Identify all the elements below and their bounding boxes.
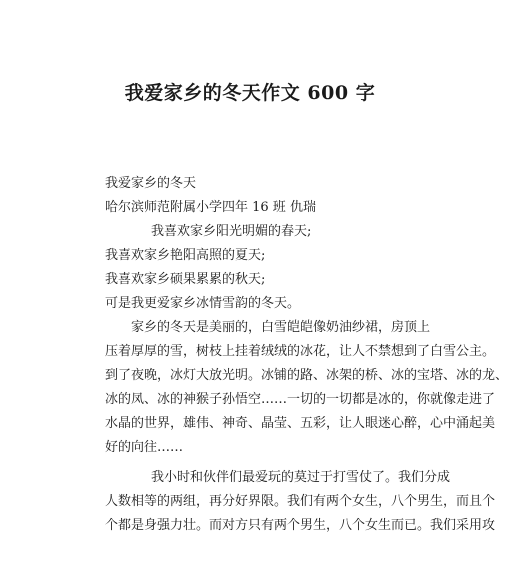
paragraph1-line: 到了夜晚，冰灯大放光明。冰铺的路、冰架的桥、冰的宝塔、冰的龙、 [105, 368, 508, 383]
header-line-title: 我爱家乡的冬天 [105, 176, 197, 191]
paragraph1-line: 家乡的冬天是美丽的，白雪皑皑像奶油纱裙，房顶上 [131, 320, 431, 335]
paragraph2-line: 个都是身强力壮。而对方只有两个男生，八个女生而已。我们采用攻 [105, 518, 496, 533]
poem-line-winter: 可是我更爱家乡冰情雪韵的冬天。 [105, 296, 301, 311]
paragraph1-line: 好的向往…… [105, 440, 184, 455]
paragraph1-line: 水晶的世界，雄伟、神奇、晶莹、五彩，让人眼迷心醉，心中涌起美 [105, 416, 496, 431]
paragraph2-line: 人数相等的两组，再分好界限。我们有两个女生，八个男生，而且个 [105, 494, 496, 509]
header-line-author: 哈尔滨师范附属小学四年 16 班 仇瑞 [105, 200, 316, 215]
poem-line-spring: 我喜欢家乡阳光明媚的春天; [151, 224, 312, 239]
document-title: 我爱家乡的冬天作文 600 字 [124, 82, 376, 104]
paragraph1-line: 冰的凤、冰的神猴子孙悟空……一切的一切都是冰的，你就像走进了 [105, 392, 496, 407]
paragraph2-line: 我小时和伙伴们最爱玩的莫过于打雪仗了。我们分成 [151, 470, 451, 485]
paragraph1-line: 压着厚厚的雪，树枝上挂着绒绒的冰花，让人不禁想到了白雪公主。 [105, 344, 496, 359]
poem-line-autumn: 我喜欢家乡硕果累累的秋天; [105, 272, 266, 287]
document-body [105, 172, 508, 538]
poem-line-summer: 我喜欢家乡艳阳高照的夏天; [105, 248, 266, 263]
